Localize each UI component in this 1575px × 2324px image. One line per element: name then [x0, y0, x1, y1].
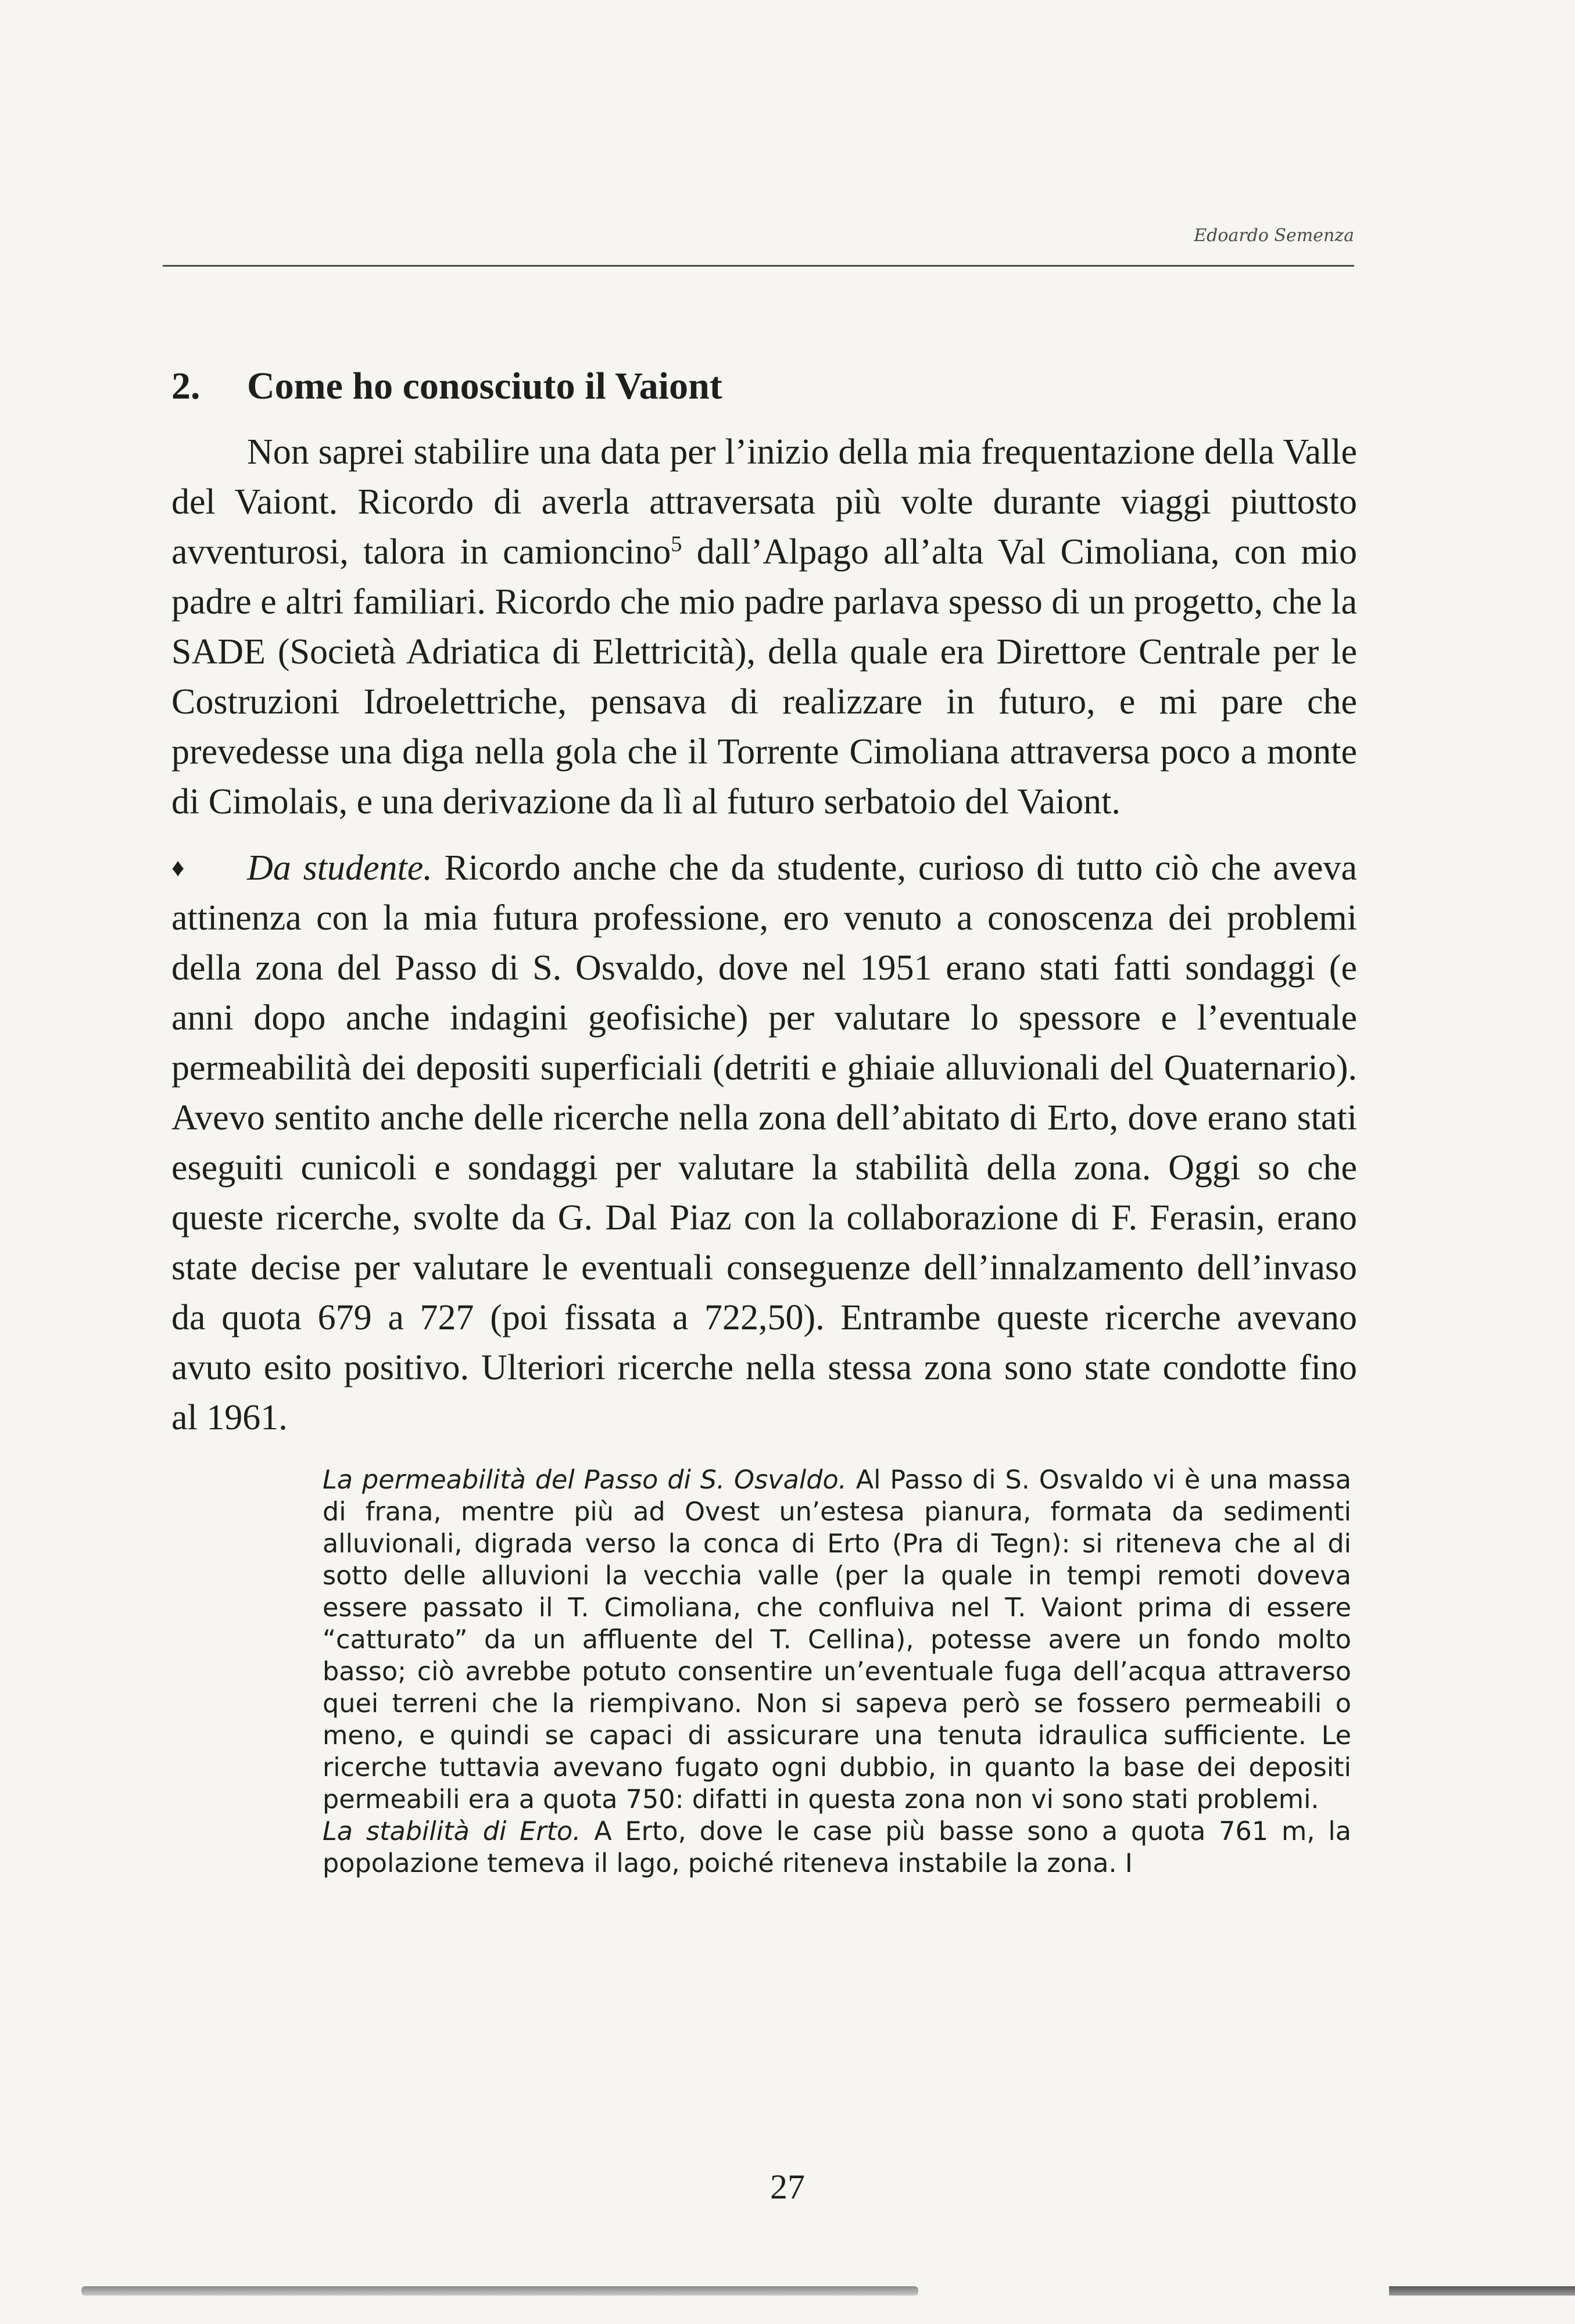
- body-text: [171, 427, 1357, 1443]
- footnote-reference: 5: [671, 532, 682, 557]
- paragraph-text: Ricordo anche che da studente, curioso di tutto ciò che aveva attinenza con la mia futura professione, ero venuto a conoscenza dei problemi della zona del Passo di S. Osvaldo, dove nel 1951 erano stati fatti sondaggi (e anni dopo anche indagini geofisiche) per valutare lo spessore e l’eventuale permeabilità dei depositi superficiali (detriti e ghiaie alluvionali del Quaternario). Avevo sentito anche delle ricerche nella zona dell’abitato di Erto, dove erano stati eseguiti cunicoli e sondaggi per valutare la stabilità della zona. Oggi so che queste ricerche, svolte da G. Dal Piaz con la collaborazione di F. Ferasin, erano state decise per valutare le eventuali conseguenze dell’innalzamento dell’invaso da quota 679 a 727 (poi fissata a 722,50). Entrambe queste ricerche avevano avuto esito positivo. Ulteriori ricerche nella stessa zona sono state condotte fino al 1961.: [171, 848, 1358, 1437]
- section-title: Come ho conosciuto il Vaiont: [247, 365, 722, 407]
- note-text: A Erto, dove le case più basse sono a quota 761 m, la popolazione temeva il lago, poiché riteneva instabile la zona. I: [323, 1817, 1352, 1878]
- section-number: 2.: [171, 365, 201, 407]
- section-heading: [171, 363, 1392, 410]
- note-paragraph: [323, 1816, 1351, 1880]
- paragraph-lead: Da studente.: [247, 848, 432, 888]
- note-paragraph: [323, 1464, 1351, 1816]
- running-head: Edoardo Semenza: [1194, 225, 1354, 246]
- note-lead: La stabilità di Erto.: [323, 1817, 581, 1846]
- paragraph-text: dall’Alpago all’alta Val Cimoliana, con mio padre e altri familiari. Ricordo che mio padre parlava spesso di un progetto, che la SADE (Società Adriatica di Elettricità), della quale era Direttore Centrale per le Costruzioni Idroelettriche, pensava di realizzare in futuro, e mi pare che prevedesse una diga nella gola che il Torrente Cimoliana attraversa poco a monte di Cimolais, e una derivazione da lì al futuro serbatoio del Vaiont.: [171, 532, 1358, 822]
- note-lead: La permeabilità del Passo di S. Osvaldo.: [323, 1465, 847, 1495]
- page-edge-shadow: [81, 2286, 918, 2296]
- diamond-bullet-icon: ♦: [171, 853, 185, 882]
- note-text: Al Passo di S. Osvaldo vi è una massa di frana, mentre più ad Ovest un’estesa pianura, formata da sedimenti alluvionali, digrada verso la conca di Erto (Pra di Tegn): si riteneva che al di sotto delle alluvioni la vecchia valle (per la quale in tempi remoti doveva essere passato il T. Cimoliana, che confluiva nel T. Vaiont prima di essere “catturato” da un affluente del T. Cellina), potesse avere un fondo molto basso; ciò avrebbe potuto consentire un’eventuale fuga dell’acqua attraverso quei terreni che la riempivano. Non si sapeva però se fossero permeabili o meno, e quindi se capaci di assicurare una tenuta idraulica sufficiente. Le ricerche tuttavia avevano fugato ogni dubbio, in quanto la base dei depositi permeabili era a quota 750: difatti in questa zona non vi sono stati problemi.: [323, 1465, 1351, 1814]
- inset-note: [323, 1464, 1351, 1880]
- header-rule: [163, 265, 1354, 267]
- paragraph: [171, 843, 1357, 1443]
- page-edge-shadow: [1389, 2286, 1575, 2296]
- page-number: 27: [770, 2168, 805, 2206]
- paragraph-text: Non saprei stabilire una data per l’inizio della mia frequentazione della Valle del Vaiont. Ricordo di averla attraversata più volte durante viaggi piuttosto avventurosi, talora in camioncino: [171, 432, 1357, 572]
- paragraph: [171, 427, 1357, 827]
